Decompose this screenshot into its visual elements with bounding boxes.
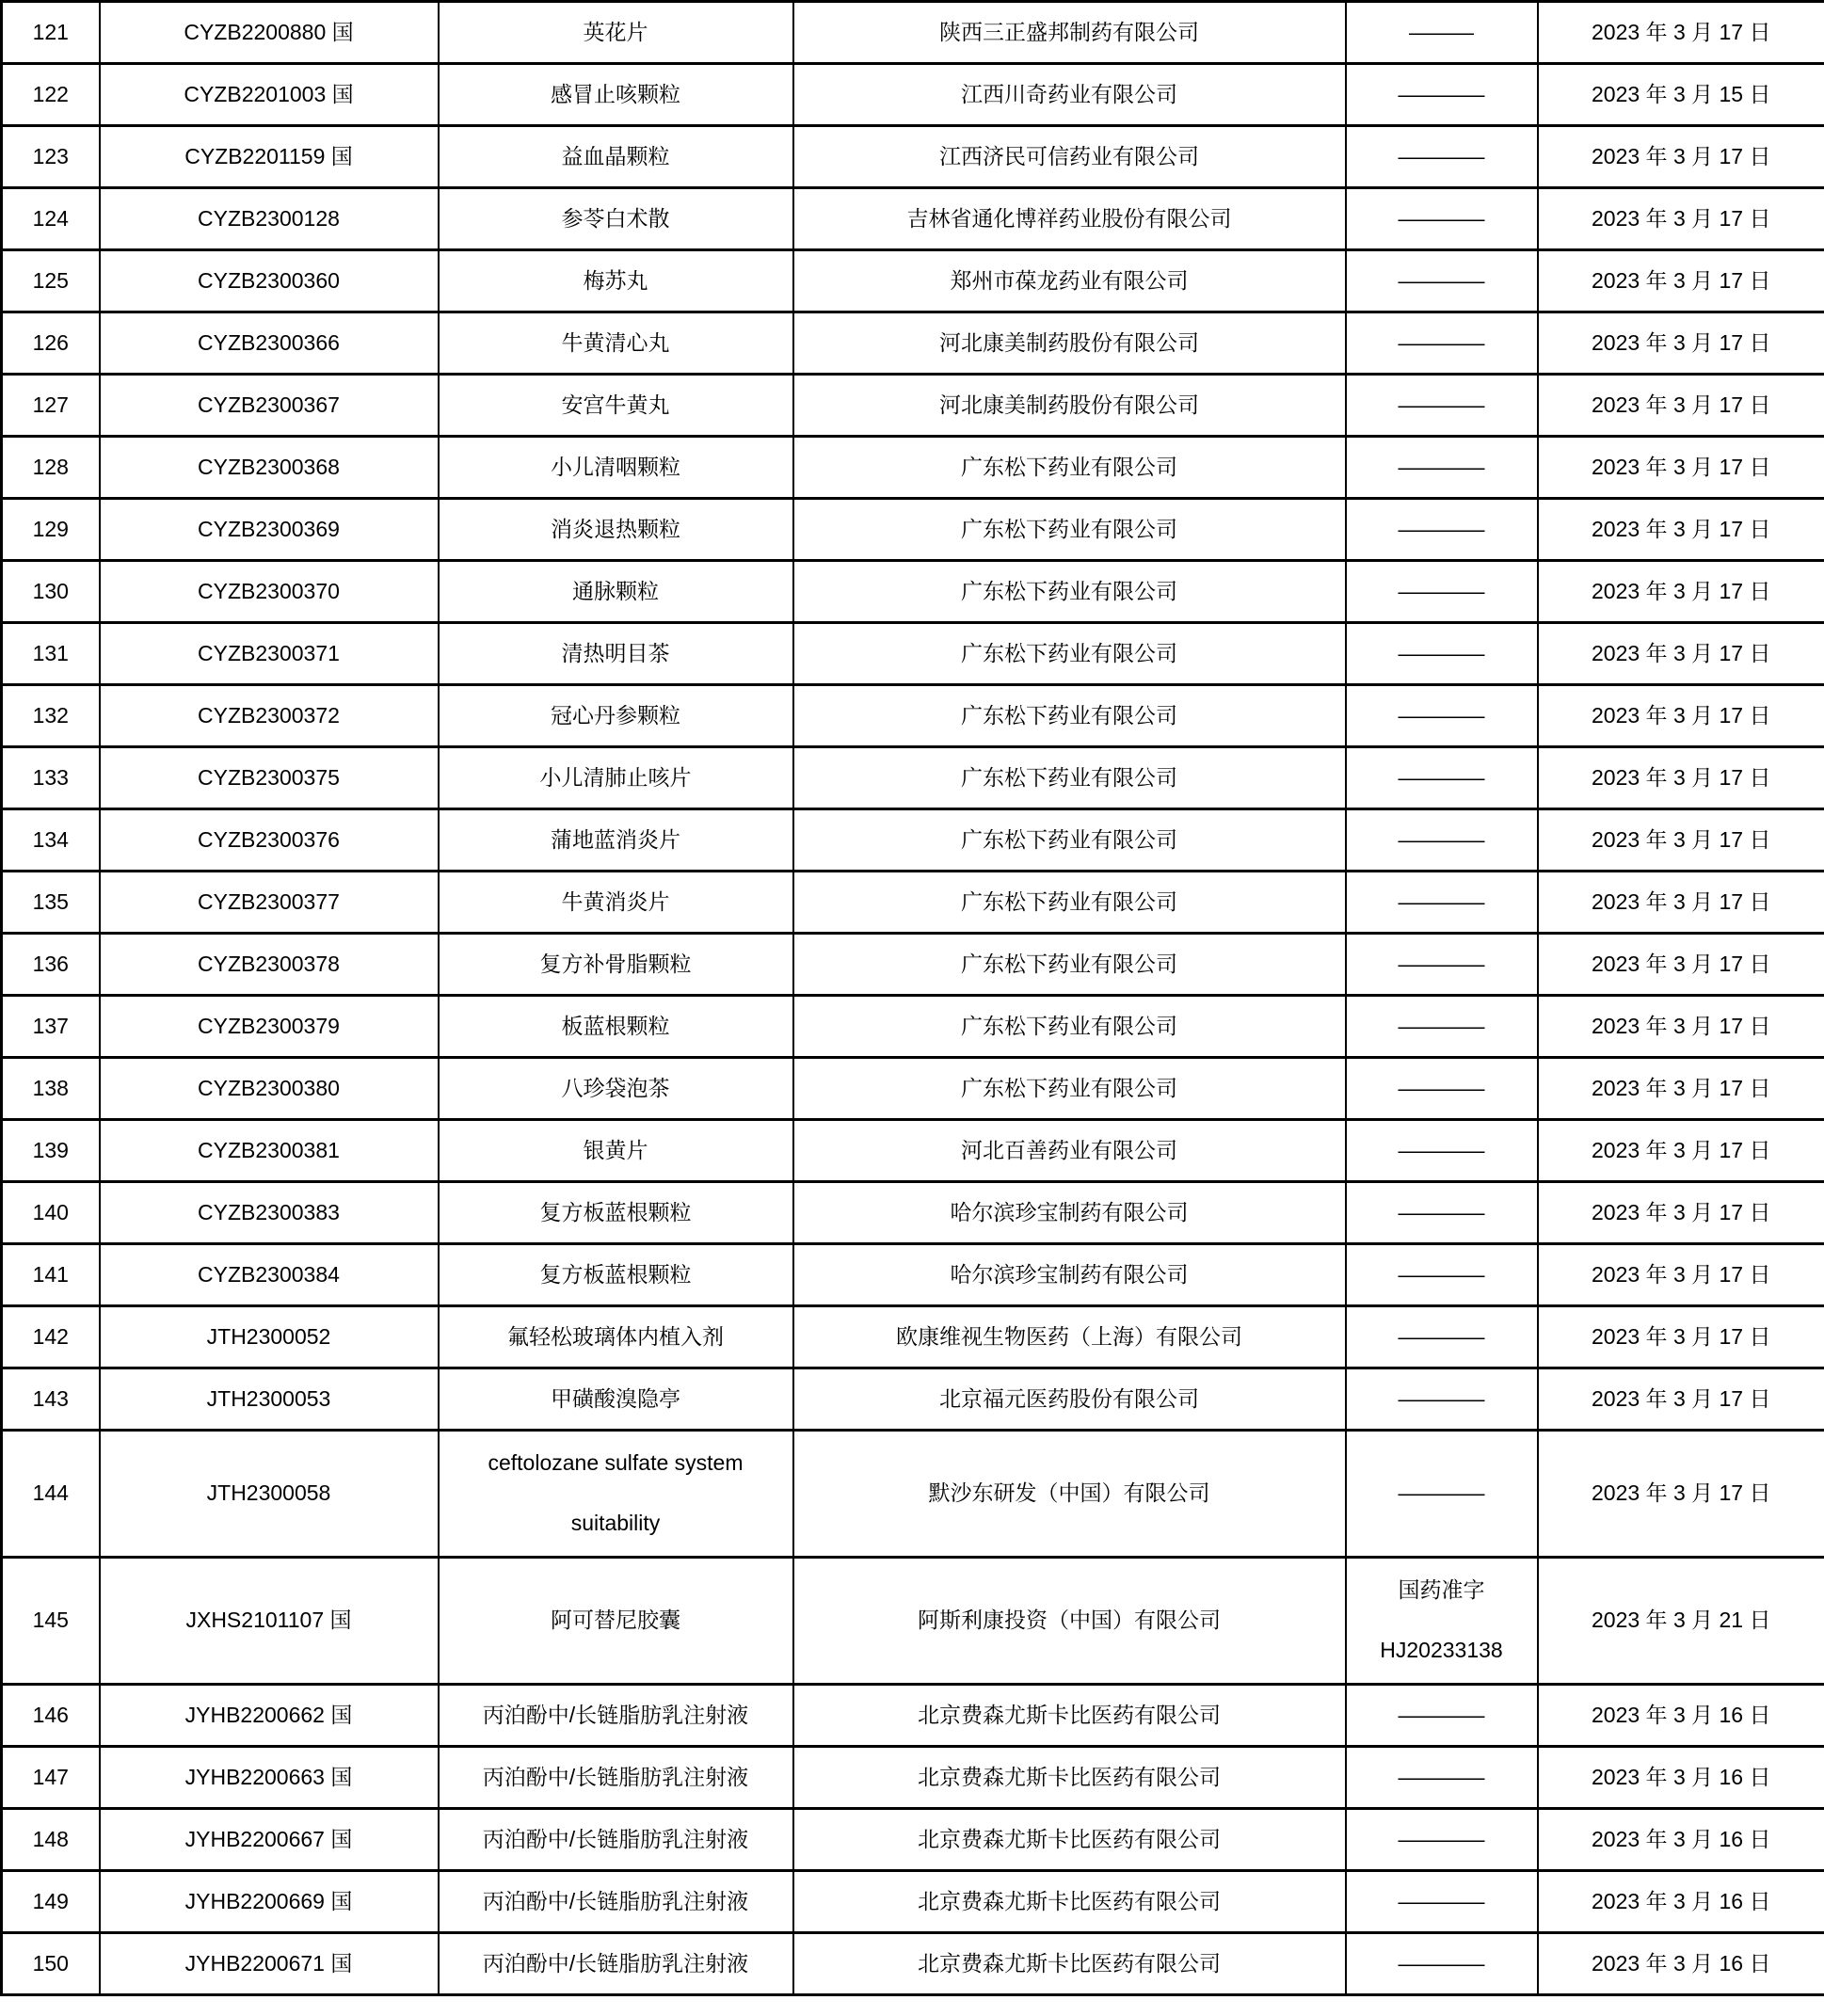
cell-row-number: 138 [2,1058,100,1120]
cell-manufacturer-name: 广东松下药业有限公司 [793,996,1346,1058]
table-row [2,1182,1824,1244]
cell-row-number: 141 [2,1244,100,1306]
cell-approval-date: 2023 年 3 月 17 日 [1538,1431,1824,1558]
cell-acceptance-number: JYHB2200671 国 [100,1933,439,1995]
cell-approval-number: ———— [1346,1685,1538,1747]
table-row [2,623,1824,685]
table-row [2,1244,1824,1306]
cell-approval-date: 2023 年 3 月 17 日 [1538,2,1824,64]
cell-acceptance-number: JTH2300058 [100,1431,439,1558]
cell-manufacturer-name: 北京费森尤斯卡比医药有限公司 [793,1871,1346,1933]
table-row [2,1431,1824,1558]
cell-acceptance-number: CYZB2300381 [100,1120,439,1182]
cell-row-number: 132 [2,685,100,747]
cell-approval-number: ———— [1346,1871,1538,1933]
cell-drug-name: 丙泊酚中/长链脂肪乳注射液 [439,1747,793,1809]
cell-approval-date: 2023 年 3 月 17 日 [1538,934,1824,996]
cell-approval-date: 2023 年 3 月 17 日 [1538,1120,1824,1182]
cell-row-number: 134 [2,809,100,872]
cell-manufacturer-name: 北京福元医药股份有限公司 [793,1368,1346,1431]
cell-approval-number: ———— [1346,1368,1538,1431]
cell-acceptance-number: CYZB2300376 [100,809,439,872]
cell-row-number: 137 [2,996,100,1058]
cell-drug-name [439,1431,793,1558]
cell-drug-name: 感冒止咳颗粒 [439,64,793,126]
table-row [2,561,1824,623]
cell-approval-date: 2023 年 3 月 17 日 [1538,1368,1824,1431]
cell-approval-date: 2023 年 3 月 17 日 [1538,685,1824,747]
cell-row-number: 122 [2,64,100,126]
cell-drug-name: 英花片 [439,2,793,64]
cell-approval-number: ———— [1346,1747,1538,1809]
cell-drug-name: 蒲地蓝消炎片 [439,809,793,872]
cell-acceptance-number: CYZB2300377 [100,872,439,934]
cell-row-number: 140 [2,1182,100,1244]
cell-acceptance-number: CYZB2300378 [100,934,439,996]
cell-approval-number: ———— [1346,1244,1538,1306]
cell-drug-name: 益血晶颗粒 [439,126,793,188]
cell-drug-name: 甲磺酸溴隐亭 [439,1368,793,1431]
cell-acceptance-number: CYZB2300367 [100,375,439,437]
cell-approval-date: 2023 年 3 月 16 日 [1538,1809,1824,1871]
cell-approval-number: ———— [1346,623,1538,685]
cell-manufacturer-name: 北京费森尤斯卡比医药有限公司 [793,1809,1346,1871]
cell-acceptance-number: CYZB2201159 国 [100,126,439,188]
cell-drug-name: 阿可替尼胶囊 [439,1558,793,1685]
cell-approval-date: 2023 年 3 月 16 日 [1538,1685,1824,1747]
cell-manufacturer-name: 广东松下药业有限公司 [793,1058,1346,1120]
cell-row-number: 144 [2,1431,100,1558]
table-row [2,437,1824,499]
cell-acceptance-number: CYZB2200880 国 [100,2,439,64]
table-row [2,188,1824,250]
cell-approval-date: 2023 年 3 月 17 日 [1538,1182,1824,1244]
cell-manufacturer-name: 吉林省通化博祥药业股份有限公司 [793,188,1346,250]
table-row [2,996,1824,1058]
cell-manufacturer-name: 广东松下药业有限公司 [793,561,1346,623]
table-row [2,1558,1824,1685]
cell-acceptance-number: JYHB2200669 国 [100,1871,439,1933]
cell-manufacturer-name: 郑州市葆龙药业有限公司 [793,250,1346,312]
cell-approval-date: 2023 年 3 月 15 日 [1538,64,1824,126]
table-row [2,1685,1824,1747]
cell-drug-name: 丙泊酚中/长链脂肪乳注射液 [439,1809,793,1871]
cell-manufacturer-name: 陕西三正盛邦制药有限公司 [793,2,1346,64]
cell-manufacturer-name: 哈尔滨珍宝制药有限公司 [793,1244,1346,1306]
cell-manufacturer-name: 河北康美制药股份有限公司 [793,375,1346,437]
table-row [2,1871,1824,1933]
cell-approval-number: ———— [1346,312,1538,375]
cell-approval-number: ———— [1346,188,1538,250]
cell-acceptance-number: CYZB2300128 [100,188,439,250]
cell-approval-date: 2023 年 3 月 17 日 [1538,747,1824,809]
cell-row-number: 124 [2,188,100,250]
cell-acceptance-number: JYHB2200662 国 [100,1685,439,1747]
cell-row-number: 145 [2,1558,100,1685]
cell-row-number: 126 [2,312,100,375]
cell-approval-number: ———— [1346,1431,1538,1558]
cell-row-number: 133 [2,747,100,809]
cell-approval-date: 2023 年 3 月 17 日 [1538,1058,1824,1120]
cell-approval-date: 2023 年 3 月 17 日 [1538,375,1824,437]
table-row [2,685,1824,747]
cell-row-number: 127 [2,375,100,437]
cell-drug-name: 板蓝根颗粒 [439,996,793,1058]
cell-approval-number: ———— [1346,126,1538,188]
cell-line: suitability [570,1511,661,1536]
table-row [2,747,1824,809]
cell-manufacturer-name: 江西川奇药业有限公司 [793,64,1346,126]
cell-row-number: 136 [2,934,100,996]
cell-manufacturer-name: 广东松下药业有限公司 [793,499,1346,561]
cell-drug-name: 八珍袋泡茶 [439,1058,793,1120]
cell-drug-name: 参苓白术散 [439,188,793,250]
cell-acceptance-number: CYZB2300372 [100,685,439,747]
cell-approval-number: ———— [1346,375,1538,437]
cell-manufacturer-name: 广东松下药业有限公司 [793,809,1346,872]
cell-row-number: 148 [2,1809,100,1871]
cell-approval-date: 2023 年 3 月 17 日 [1538,561,1824,623]
cell-acceptance-number: CYZB2300369 [100,499,439,561]
cell-manufacturer-name: 北京费森尤斯卡比医药有限公司 [793,1685,1346,1747]
cell-row-number: 125 [2,250,100,312]
cell-manufacturer-name: 广东松下药业有限公司 [793,437,1346,499]
cell-drug-name: 牛黄清心丸 [439,312,793,375]
cell-acceptance-number: JTH2300052 [100,1306,439,1368]
cell-approval-date: 2023 年 3 月 17 日 [1538,312,1824,375]
cell-drug-name: 丙泊酚中/长链脂肪乳注射液 [439,1933,793,1995]
cell-acceptance-number: JTH2300053 [100,1368,439,1431]
cell-acceptance-number: CYZB2300371 [100,623,439,685]
table-row [2,126,1824,188]
table-row [2,1120,1824,1182]
cell-row-number: 131 [2,623,100,685]
cell-drug-name: 丙泊酚中/长链脂肪乳注射液 [439,1685,793,1747]
table-row [2,1058,1824,1120]
cell-approval-number: ———— [1346,1120,1538,1182]
cell-approval-date: 2023 年 3 月 17 日 [1538,188,1824,250]
cell-acceptance-number: CYZB2300366 [100,312,439,375]
cell-approval-date: 2023 年 3 月 16 日 [1538,1933,1824,1995]
cell-row-number: 147 [2,1747,100,1809]
cell-row-number: 135 [2,872,100,934]
cell-manufacturer-name: 广东松下药业有限公司 [793,623,1346,685]
cell-approval-date: 2023 年 3 月 17 日 [1538,126,1824,188]
cell-drug-name: 银黄片 [439,1120,793,1182]
table-row [2,375,1824,437]
cell-approval-number: ———— [1346,685,1538,747]
cell-approval-number [1346,1558,1538,1685]
cell-acceptance-number: CYZB2201003 国 [100,64,439,126]
cell-approval-number: ———— [1346,1933,1538,1995]
cell-acceptance-number: CYZB2300384 [100,1244,439,1306]
cell-acceptance-number: JYHB2200667 国 [100,1809,439,1871]
cell-drug-name: 通脉颗粒 [439,561,793,623]
cell-line: ceftolozane sulfate system [488,1450,744,1476]
cell-approval-number: ———— [1346,872,1538,934]
cell-drug-name: 氟轻松玻璃体内植入剂 [439,1306,793,1368]
table-row [2,934,1824,996]
table-row [2,499,1824,561]
table-row [2,809,1824,872]
cell-manufacturer-name: 阿斯利康投资（中国）有限公司 [793,1558,1346,1685]
cell-drug-name: 安宫牛黄丸 [439,375,793,437]
cell-row-number: 146 [2,1685,100,1747]
cell-line: HJ20233138 [1380,1638,1503,1663]
cell-acceptance-number: JYHB2200663 国 [100,1747,439,1809]
cell-row-number: 142 [2,1306,100,1368]
cell-drug-name: 消炎退热颗粒 [439,499,793,561]
cell-approval-date: 2023 年 3 月 17 日 [1538,872,1824,934]
cell-manufacturer-name: 北京费森尤斯卡比医药有限公司 [793,1747,1346,1809]
cell-row-number: 128 [2,437,100,499]
cell-drug-name: 小儿清肺止咳片 [439,747,793,809]
cell-drug-name: 复方板蓝根颗粒 [439,1244,793,1306]
cell-acceptance-number: CYZB2300380 [100,1058,439,1120]
cell-manufacturer-name: 江西济民可信药业有限公司 [793,126,1346,188]
cell-approval-number: ———— [1346,1809,1538,1871]
cell-row-number: 130 [2,561,100,623]
cell-drug-name: 复方板蓝根颗粒 [439,1182,793,1244]
cell-acceptance-number: CYZB2300370 [100,561,439,623]
cell-approval-date: 2023 年 3 月 16 日 [1538,1747,1824,1809]
cell-row-number: 139 [2,1120,100,1182]
cell-row-number: 129 [2,499,100,561]
cell-approval-number: ———— [1346,1058,1538,1120]
cell-acceptance-number: CYZB2300360 [100,250,439,312]
cell-approval-date: 2023 年 3 月 17 日 [1538,623,1824,685]
cell-approval-date: 2023 年 3 月 17 日 [1538,996,1824,1058]
cell-drug-name: 丙泊酚中/长链脂肪乳注射液 [439,1871,793,1933]
cell-drug-name: 清热明目茶 [439,623,793,685]
cell-approval-date: 2023 年 3 月 17 日 [1538,437,1824,499]
cell-drug-name: 复方补骨脂颗粒 [439,934,793,996]
cell-manufacturer-name: 广东松下药业有限公司 [793,747,1346,809]
cell-manufacturer-name: 河北百善药业有限公司 [793,1120,1346,1182]
cell-approval-date: 2023 年 3 月 17 日 [1538,1306,1824,1368]
cell-manufacturer-name: 广东松下药业有限公司 [793,934,1346,996]
table-row [2,872,1824,934]
cell-manufacturer-name: 欧康维视生物医药（上海）有限公司 [793,1306,1346,1368]
cell-approval-number: ———— [1346,64,1538,126]
cell-approval-date: 2023 年 3 月 17 日 [1538,1244,1824,1306]
cell-approval-date: 2023 年 3 月 16 日 [1538,1871,1824,1933]
cell-approval-date: 2023 年 3 月 17 日 [1538,250,1824,312]
cell-approval-number: ———— [1346,996,1538,1058]
cell-drug-name: 冠心丹参颗粒 [439,685,793,747]
cell-approval-number: ———— [1346,561,1538,623]
cell-row-number: 143 [2,1368,100,1431]
cell-manufacturer-name: 河北康美制药股份有限公司 [793,312,1346,375]
cell-row-number: 149 [2,1871,100,1933]
cell-line: 国药准字 [1398,1577,1485,1603]
drug-approval-table-body [2,2,1824,1995]
table-row [2,64,1824,126]
cell-row-number: 121 [2,2,100,64]
cell-acceptance-number: CYZB2300383 [100,1182,439,1244]
cell-approval-number: ———— [1346,250,1538,312]
table-row [2,1747,1824,1809]
cell-manufacturer-name: 哈尔滨珍宝制药有限公司 [793,1182,1346,1244]
cell-drug-name: 牛黄消炎片 [439,872,793,934]
cell-approval-date: 2023 年 3 月 17 日 [1538,809,1824,872]
cell-manufacturer-name: 广东松下药业有限公司 [793,685,1346,747]
cell-approval-number: ———— [1346,934,1538,996]
table-row [2,1368,1824,1431]
cell-approval-date: 2023 年 3 月 17 日 [1538,499,1824,561]
table-row [2,1306,1824,1368]
cell-manufacturer-name: 广东松下药业有限公司 [793,872,1346,934]
cell-approval-number: ———— [1346,437,1538,499]
cell-approval-number: ———— [1346,809,1538,872]
cell-acceptance-number: JXHS2101107 国 [100,1558,439,1685]
cell-approval-number: ———— [1346,747,1538,809]
cell-approval-number: ———— [1346,1182,1538,1244]
cell-approval-number: ———— [1346,1306,1538,1368]
cell-approval-number: ———— [1346,499,1538,561]
table-row [2,312,1824,375]
cell-manufacturer-name: 北京费森尤斯卡比医药有限公司 [793,1933,1346,1995]
cell-acceptance-number: CYZB2300375 [100,747,439,809]
cell-manufacturer-name: 默沙东研发（中国）有限公司 [793,1431,1346,1558]
cell-acceptance-number: CYZB2300368 [100,437,439,499]
table-row [2,1933,1824,1995]
cell-drug-name: 小儿清咽颗粒 [439,437,793,499]
table-row [2,2,1824,64]
cell-drug-name: 梅苏丸 [439,250,793,312]
table-row [2,250,1824,312]
cell-acceptance-number: CYZB2300379 [100,996,439,1058]
cell-row-number: 150 [2,1933,100,1995]
table-row [2,1809,1824,1871]
cell-row-number: 123 [2,126,100,188]
cell-approval-date: 2023 年 3 月 21 日 [1538,1558,1824,1685]
cell-approval-number: ——— [1346,2,1538,64]
